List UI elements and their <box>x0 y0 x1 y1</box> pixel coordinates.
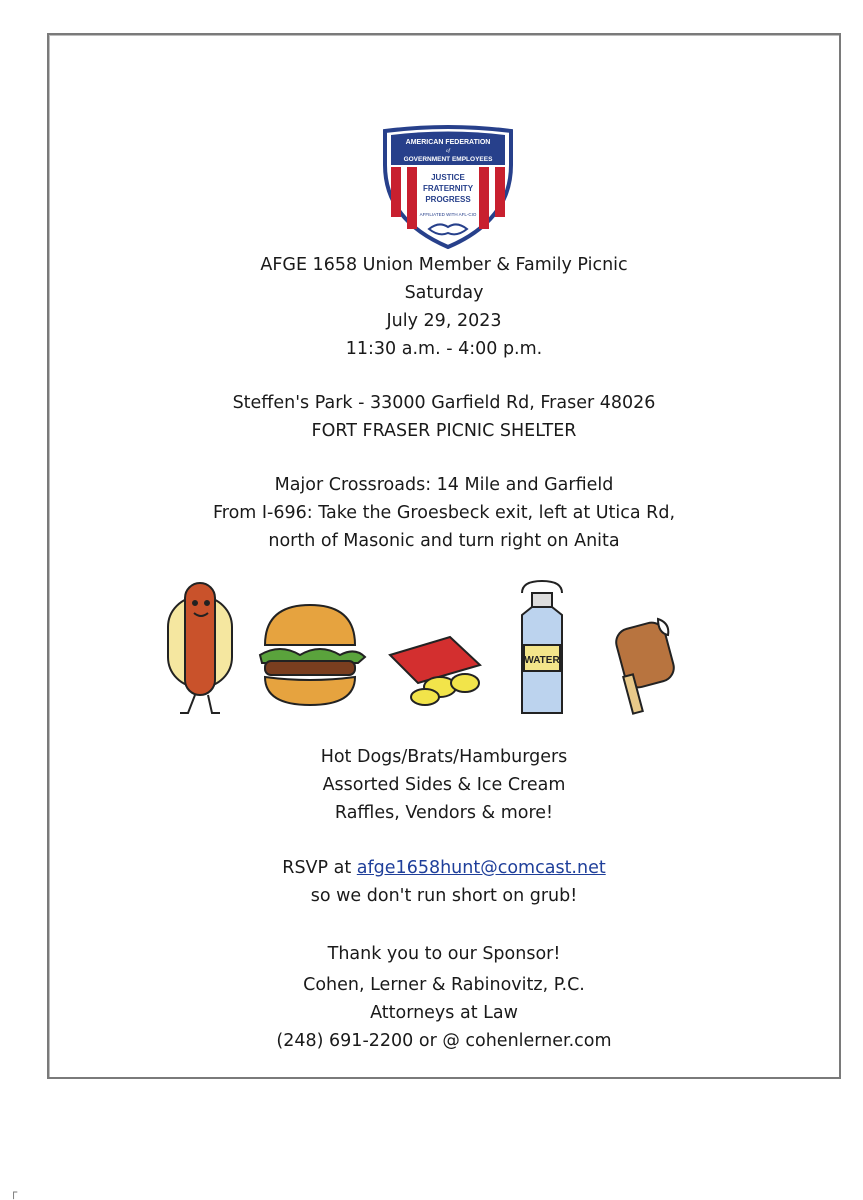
sponsor-role: Attorneys at Law <box>370 1003 518 1023</box>
water-bottle-icon <box>522 581 562 713</box>
event-date: July 29, 2023 <box>386 311 502 331</box>
location-shelter: FORT FRASER PICNIC SHELTER <box>311 421 577 441</box>
sponsor-contact: (248) 691-2200 or @ cohenlerner.com <box>276 1031 612 1051</box>
rsvp-note: so we don't run short on grub! <box>310 886 578 906</box>
event-title: AFGE 1658 Union Member & Family Picnic <box>260 255 628 275</box>
event-day: Saturday <box>404 283 484 303</box>
directions-line2: north of Masonic and turn right on Anita <box>268 531 620 551</box>
chips-bag-icon <box>390 637 480 705</box>
logo-motto3: PROGRESS <box>425 195 471 204</box>
logo-line3: GOVERNMENT EMPLOYEES <box>403 156 493 163</box>
rsvp-email-link[interactable]: afge1658hunt@comcast.net <box>356 858 606 878</box>
menu-line1: Hot Dogs/Brats/Hamburgers <box>320 747 568 767</box>
logo-affiliation: AFFILIATED WITH AFL-CIO <box>419 212 477 217</box>
hot-dog-icon <box>168 583 232 713</box>
afge-shield-logo <box>381 125 515 250</box>
water-label: WATER <box>524 655 560 666</box>
menu-line3: Raffles, Vendors & more! <box>334 803 554 823</box>
logo-motto2: FRATERNITY <box>422 184 474 193</box>
picnic-food-art <box>150 575 710 725</box>
ice-cream-bar-icon <box>613 619 677 714</box>
hamburger-icon <box>260 605 365 705</box>
directions-crossroads: Major Crossroads: 14 Mile and Garfield <box>274 475 614 495</box>
sponsor-firm: Cohen, Lerner & Rabinovitz, P.C. <box>303 975 585 995</box>
sponsor-thanks: Thank you to our Sponsor! <box>327 944 561 964</box>
logo-line1: AMERICAN FEDERATION <box>405 139 491 146</box>
menu-line2: Assorted Sides & Ice Cream <box>322 775 566 795</box>
rsvp-line <box>47 858 841 878</box>
scan-corner-mark: ┌ <box>10 1185 18 1199</box>
event-time: 11:30 a.m. - 4:00 p.m. <box>345 339 543 359</box>
directions-line1: From I-696: Take the Groesbeck exit, left at Utica Rd, <box>212 503 676 523</box>
location-address: Steffen's Park - 33000 Garfield Rd, Fraser 48026 <box>232 393 656 413</box>
rsvp-prefix: RSVP at <box>282 858 357 878</box>
logo-motto1: JUSTICE <box>431 173 465 182</box>
logo-line2: of <box>446 149 450 154</box>
